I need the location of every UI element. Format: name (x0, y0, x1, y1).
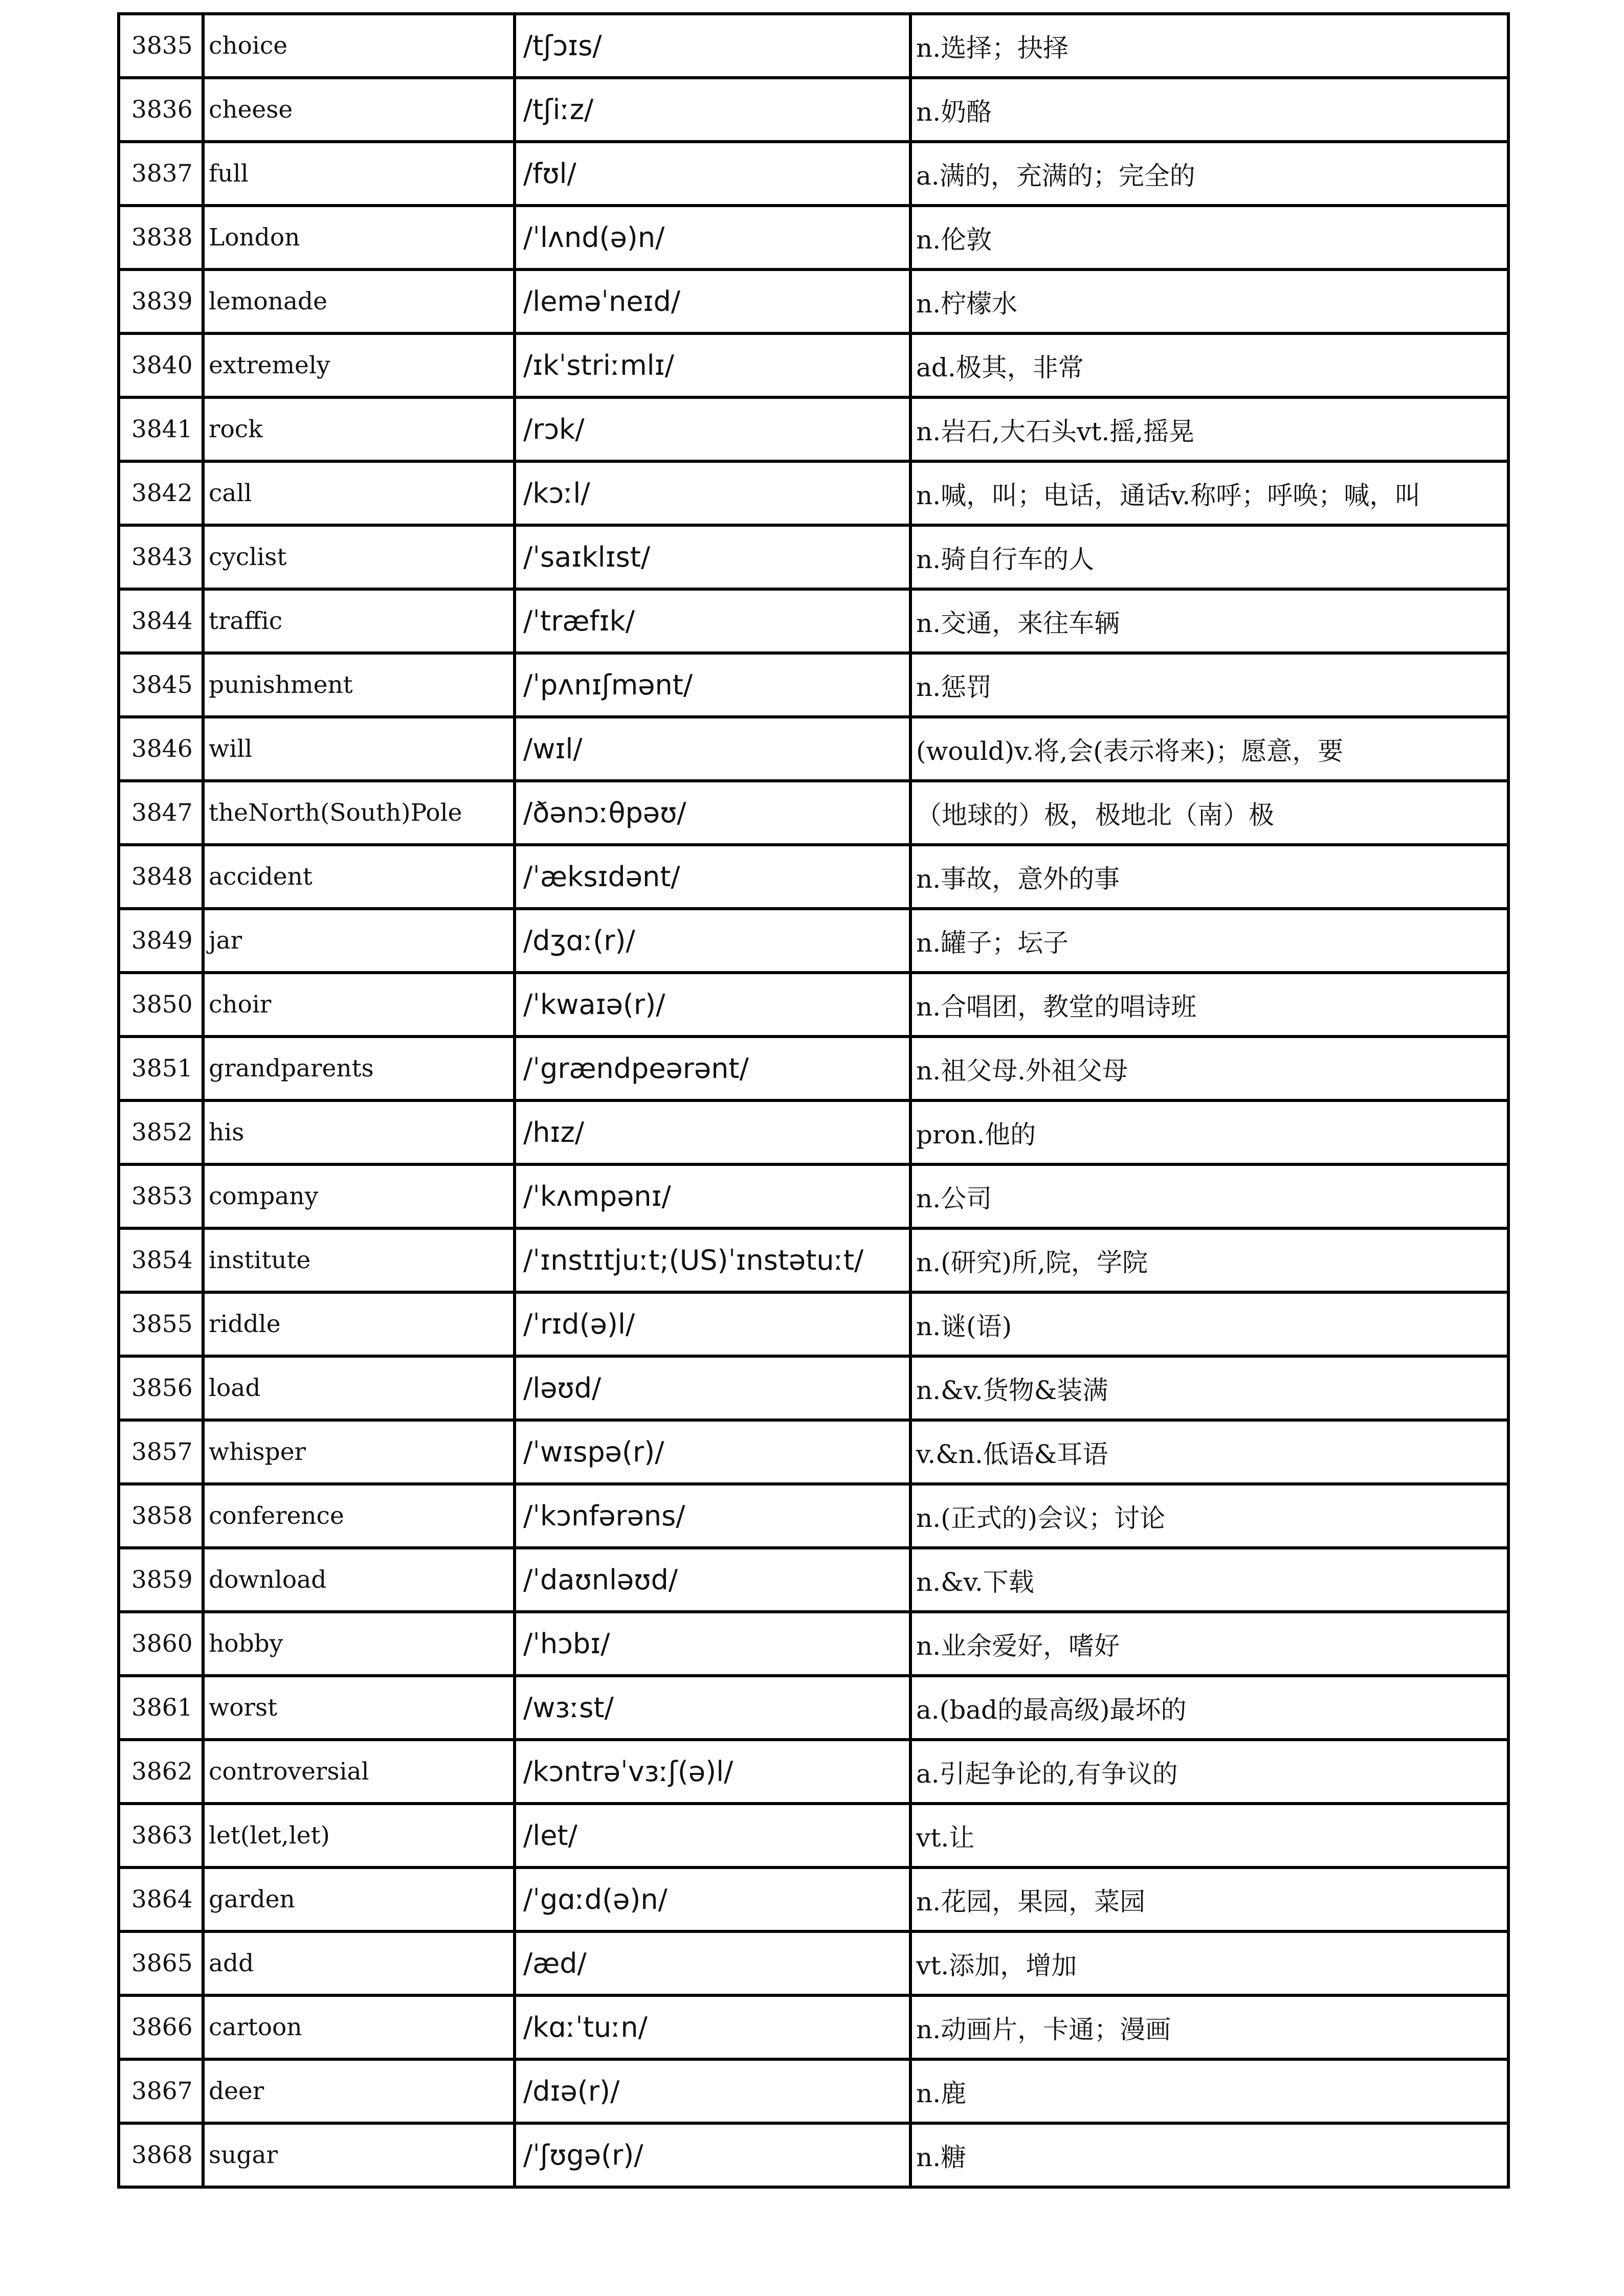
word-cell: let(let,let) (203, 1804, 515, 1867)
phonetic-cell: /ˈpʌnɪʃmənt/ (515, 653, 910, 717)
word-cell: cheese (203, 78, 515, 142)
word-cell: lemonade (203, 269, 515, 333)
word-cell: jar (203, 909, 515, 973)
phonetic-cell: /dʒɑː(r)/ (515, 909, 910, 973)
table-row (119, 1612, 1508, 1676)
word-cell: will (203, 717, 515, 781)
entry-number-cell: 3859 (119, 1548, 203, 1612)
word-cell: choir (203, 973, 515, 1037)
meaning-cell: n.(正式的)会议；讨论 (910, 1484, 1508, 1548)
word-cell: choice (203, 14, 515, 78)
phonetic-cell: /ˈʃʊgə(r)/ (515, 2123, 910, 2187)
table-row (119, 1228, 1508, 1292)
table-row (119, 14, 1508, 78)
word-cell: grandparents (203, 1037, 515, 1100)
meaning-cell: n.糖 (910, 2123, 1508, 2187)
table-row (119, 1676, 1508, 1740)
entry-number-cell: 3863 (119, 1804, 203, 1867)
meaning-cell: n.(研究)所,院，学院 (910, 1228, 1508, 1292)
entry-number-cell: 3856 (119, 1356, 203, 1420)
phonetic-cell: /ˈkwaɪə(r)/ (515, 973, 910, 1037)
phonetic-cell: /ləʊd/ (515, 1356, 910, 1420)
table-row (119, 781, 1508, 845)
meaning-cell: n.谜(语) (910, 1292, 1508, 1356)
vocabulary-table (117, 12, 1510, 2189)
phonetic-cell: /kɔːl/ (515, 461, 910, 525)
meaning-cell: n.公司 (910, 1164, 1508, 1228)
word-cell: add (203, 1931, 515, 1995)
word-cell: theNorth(South)Pole (203, 781, 515, 845)
word-cell: punishment (203, 653, 515, 717)
meaning-cell: n.喊，叫；电话，通话v.称呼；呼唤；喊，叫 (910, 461, 1508, 525)
meaning-cell: n.罐子；坛子 (910, 909, 1508, 973)
phonetic-cell: /ˈrɪd(ə)l/ (515, 1292, 910, 1356)
phonetic-cell: /let/ (515, 1804, 910, 1867)
phonetic-cell: /ˈdaʊnləʊd/ (515, 1548, 910, 1612)
meaning-cell: n.祖父母.外祖父母 (910, 1037, 1508, 1100)
entry-number-cell: 3845 (119, 653, 203, 717)
meaning-cell: n.骑自行车的人 (910, 525, 1508, 589)
table-row (119, 1292, 1508, 1356)
table-row (119, 909, 1508, 973)
entry-number-cell: 3840 (119, 333, 203, 397)
meaning-cell: n.交通，来往车辆 (910, 589, 1508, 653)
table-row (119, 1548, 1508, 1612)
phonetic-cell: /ˈtræfɪk/ (515, 589, 910, 653)
entry-number-cell: 3844 (119, 589, 203, 653)
meaning-cell: vt.让 (910, 1804, 1508, 1867)
phonetic-cell: /fʊl/ (515, 142, 910, 206)
table-row (119, 1037, 1508, 1100)
meaning-cell: n.事故，意外的事 (910, 845, 1508, 909)
table-row (119, 1484, 1508, 1548)
word-cell: worst (203, 1676, 515, 1740)
table-row (119, 2123, 1508, 2187)
word-cell: London (203, 206, 515, 269)
meaning-cell: (would)v.将,会(表示将来)；愿意，要 (910, 717, 1508, 781)
word-cell: riddle (203, 1292, 515, 1356)
phonetic-cell: /dɪə(r)/ (515, 2059, 910, 2123)
word-cell: company (203, 1164, 515, 1228)
meaning-cell: a.(bad的最高级)最坏的 (910, 1676, 1508, 1740)
entry-number-cell: 3852 (119, 1100, 203, 1164)
meaning-cell: a.引起争论的,有争议的 (910, 1740, 1508, 1804)
meaning-cell: n.花园，果园，菜园 (910, 1867, 1508, 1931)
meaning-cell: n.柠檬水 (910, 269, 1508, 333)
phonetic-cell: /kɔntrəˈvɜːʃ(ə)l/ (515, 1740, 910, 1804)
word-cell: cyclist (203, 525, 515, 589)
phonetic-cell: /wɪl/ (515, 717, 910, 781)
word-cell: load (203, 1356, 515, 1420)
table-row (119, 2059, 1508, 2123)
table-row (119, 1164, 1508, 1228)
meaning-cell: a.满的，充满的；完全的 (910, 142, 1508, 206)
table-row (119, 525, 1508, 589)
meaning-cell: n.鹿 (910, 2059, 1508, 2123)
entry-number-cell: 3837 (119, 142, 203, 206)
phonetic-cell: /hɪz/ (515, 1100, 910, 1164)
table-row (119, 1100, 1508, 1164)
entry-number-cell: 3848 (119, 845, 203, 909)
table-row (119, 973, 1508, 1037)
phonetic-cell: /tʃiːz/ (515, 78, 910, 142)
table-row (119, 269, 1508, 333)
entry-number-cell: 3864 (119, 1867, 203, 1931)
meaning-cell: v.&n.低语&耳语 (910, 1420, 1508, 1484)
word-cell: full (203, 142, 515, 206)
table-row (119, 1867, 1508, 1931)
meaning-cell: n.奶酪 (910, 78, 1508, 142)
phonetic-cell: /æd/ (515, 1931, 910, 1995)
meaning-cell: （地球的）极，极地北（南）极 (910, 781, 1508, 845)
meaning-cell: n.惩罚 (910, 653, 1508, 717)
meaning-cell: n.动画片，卡通；漫画 (910, 1995, 1508, 2059)
word-cell: accident (203, 845, 515, 909)
entry-number-cell: 3843 (119, 525, 203, 589)
word-cell: download (203, 1548, 515, 1612)
entry-number-cell: 3838 (119, 206, 203, 269)
meaning-cell: n.&v.下载 (910, 1548, 1508, 1612)
entry-number-cell: 3842 (119, 461, 203, 525)
table-row (119, 461, 1508, 525)
entry-number-cell: 3835 (119, 14, 203, 78)
entry-number-cell: 3850 (119, 973, 203, 1037)
word-cell: conference (203, 1484, 515, 1548)
table-row (119, 1420, 1508, 1484)
word-cell: garden (203, 1867, 515, 1931)
entry-number-cell: 3853 (119, 1164, 203, 1228)
table-row (119, 142, 1508, 206)
word-cell: call (203, 461, 515, 525)
table-row (119, 78, 1508, 142)
phonetic-cell: /ˈɪnstɪtjuːt;(US)ˈɪnstətuːt/ (515, 1228, 910, 1292)
meaning-cell: ad.极其，非常 (910, 333, 1508, 397)
entry-number-cell: 3851 (119, 1037, 203, 1100)
phonetic-cell: /leməˈneɪd/ (515, 269, 910, 333)
phonetic-cell: /ɪkˈstriːmlɪ/ (515, 333, 910, 397)
entry-number-cell: 3839 (119, 269, 203, 333)
entry-number-cell: 3862 (119, 1740, 203, 1804)
word-cell: traffic (203, 589, 515, 653)
entry-number-cell: 3860 (119, 1612, 203, 1676)
entry-number-cell: 3849 (119, 909, 203, 973)
table-row (119, 1931, 1508, 1995)
table-row (119, 589, 1508, 653)
phonetic-cell: /tʃɔɪs/ (515, 14, 910, 78)
entry-number-cell: 3858 (119, 1484, 203, 1548)
word-cell: rock (203, 397, 515, 461)
entry-number-cell: 3866 (119, 1995, 203, 2059)
word-cell: cartoon (203, 1995, 515, 2059)
entry-number-cell: 3847 (119, 781, 203, 845)
entry-number-cell: 3865 (119, 1931, 203, 1995)
table-row (119, 653, 1508, 717)
meaning-cell: n.合唱团，教堂的唱诗班 (910, 973, 1508, 1037)
meaning-cell: n.业余爱好，嗜好 (910, 1612, 1508, 1676)
meaning-cell: vt.添加，增加 (910, 1931, 1508, 1995)
table-row (119, 717, 1508, 781)
table-row (119, 397, 1508, 461)
phonetic-cell: /ˈwɪspə(r)/ (515, 1420, 910, 1484)
entry-number-cell: 3841 (119, 397, 203, 461)
phonetic-cell: /ˈlʌnd(ə)n/ (515, 206, 910, 269)
entry-number-cell: 3854 (119, 1228, 203, 1292)
entry-number-cell: 3868 (119, 2123, 203, 2187)
meaning-cell: n.伦敦 (910, 206, 1508, 269)
phonetic-cell: /ˈgɑːd(ə)n/ (515, 1867, 910, 1931)
phonetic-cell: /rɔk/ (515, 397, 910, 461)
table-row (119, 1995, 1508, 2059)
word-cell: sugar (203, 2123, 515, 2187)
phonetic-cell: /ˈæksɪdənt/ (515, 845, 910, 909)
meaning-cell: n.岩石,大石头vt.摇,摇晃 (910, 397, 1508, 461)
phonetic-cell: /kɑːˈtuːn/ (515, 1995, 910, 2059)
phonetic-cell: /ˈhɔbɪ/ (515, 1612, 910, 1676)
phonetic-cell: /wɜːst/ (515, 1676, 910, 1740)
table-row (119, 1740, 1508, 1804)
meaning-cell: n.&v.货物&装满 (910, 1356, 1508, 1420)
meaning-cell: pron.他的 (910, 1100, 1508, 1164)
word-cell: his (203, 1100, 515, 1164)
entry-number-cell: 3836 (119, 78, 203, 142)
phonetic-cell: /ˈkɔnfərəns/ (515, 1484, 910, 1548)
word-cell: hobby (203, 1612, 515, 1676)
table-row (119, 206, 1508, 269)
word-cell: institute (203, 1228, 515, 1292)
phonetic-cell: /ˈgrændpeərənt/ (515, 1037, 910, 1100)
word-cell: whisper (203, 1420, 515, 1484)
meaning-cell: n.选择；抉择 (910, 14, 1508, 78)
table-row (119, 1356, 1508, 1420)
entry-number-cell: 3861 (119, 1676, 203, 1740)
phonetic-cell: /ˈsaɪklɪst/ (515, 525, 910, 589)
phonetic-cell: /ðənɔːθpəʊ/ (515, 781, 910, 845)
word-cell: controversial (203, 1740, 515, 1804)
word-cell: deer (203, 2059, 515, 2123)
entry-number-cell: 3857 (119, 1420, 203, 1484)
table-row (119, 1804, 1508, 1867)
entry-number-cell: 3867 (119, 2059, 203, 2123)
word-cell: extremely (203, 333, 515, 397)
phonetic-cell: /ˈkʌmpənɪ/ (515, 1164, 910, 1228)
entry-number-cell: 3846 (119, 717, 203, 781)
entry-number-cell: 3855 (119, 1292, 203, 1356)
table-row (119, 333, 1508, 397)
table-row (119, 845, 1508, 909)
